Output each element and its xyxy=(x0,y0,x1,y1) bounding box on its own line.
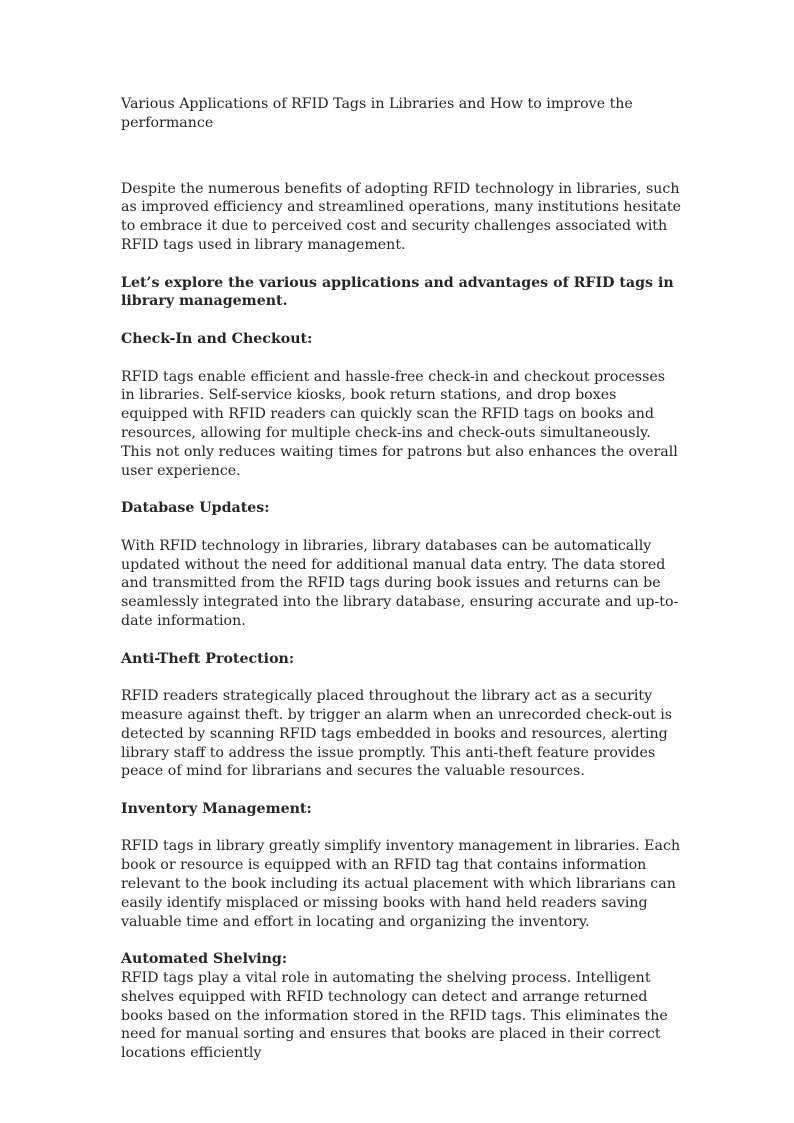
document-title: Various Applications of RFID Tags in Libraries and How to improve the performance xyxy=(121,96,633,131)
section-body-database-updates: With RFID technology in libraries, library databases can be automatically updated without the need for additional manual data entry. The data stored and transmitted from the RFID tags during book issues and returns can be seamlessly integrated into the library database, ensuring accurate and up-to-date information. xyxy=(121,537,679,629)
section-body-inventory: RFID tags in library greatly simplify inventory management in libraries. Each book or resource is equipped with an RFID tag that contains information relevant to the book including its actual placement with which librarians can easily identify misplaced or missing books with hand held readers saving valuable time and effort in locating and organizing the inventory. xyxy=(121,838,681,930)
section-heading-inventory: Inventory Management: xyxy=(121,800,312,817)
intro-paragraph: Despite the numerous benefits of adopting RFID technology in libraries, such as improved efficiency and streamlined operations, many institutions hesitate to embrace it due to perceived cost and security challenges associated with RFID tags used in library management. xyxy=(121,180,682,253)
section-heading-automated-shelving: Automated Shelving: xyxy=(121,951,288,968)
section-body-check-in: RFID tags enable efficient and hassle-free check-in and checkout processes in libraries. Self-service kiosks, book return stations, and drop boxes equipped with RFID readers can quickly scan the RFID tags on books and resources, allowing for multiple check-ins and check-outs simultaneously. This not only reduces waiting times for patrons but also enhances the overall user experience. xyxy=(121,368,678,479)
section-heading-database-updates: Database Updates: xyxy=(121,500,270,517)
section-body-anti-theft: RFID readers strategically placed throughout the library act as a security measure against theft. by trigger an alarm when an unrecorded check-out is detected by scanning RFID tags embedded in books and resources, alerting library staff to address the issue promptly. This anti-theft feature provides peace of mind for librarians and secures the valuable resources. xyxy=(121,688,673,780)
section-body-automated-shelving: RFID tags play a vital role in automating the shelving process. Intelligent shelves equipped with RFID technology can detect and arrange returned books based on the information stored in the RFID tags. This eliminates the need for manual sorting and ensures that books are placed in their correct locations efficiently xyxy=(121,970,668,1062)
lead-statement: Let’s explore the various applications and advantages of RFID tags in library management. xyxy=(121,274,674,310)
section-heading-check-in: Check-In and Checkout: xyxy=(121,330,313,347)
document-page xyxy=(121,95,681,1063)
section-heading-anti-theft: Anti-Theft Protection: xyxy=(121,650,295,667)
